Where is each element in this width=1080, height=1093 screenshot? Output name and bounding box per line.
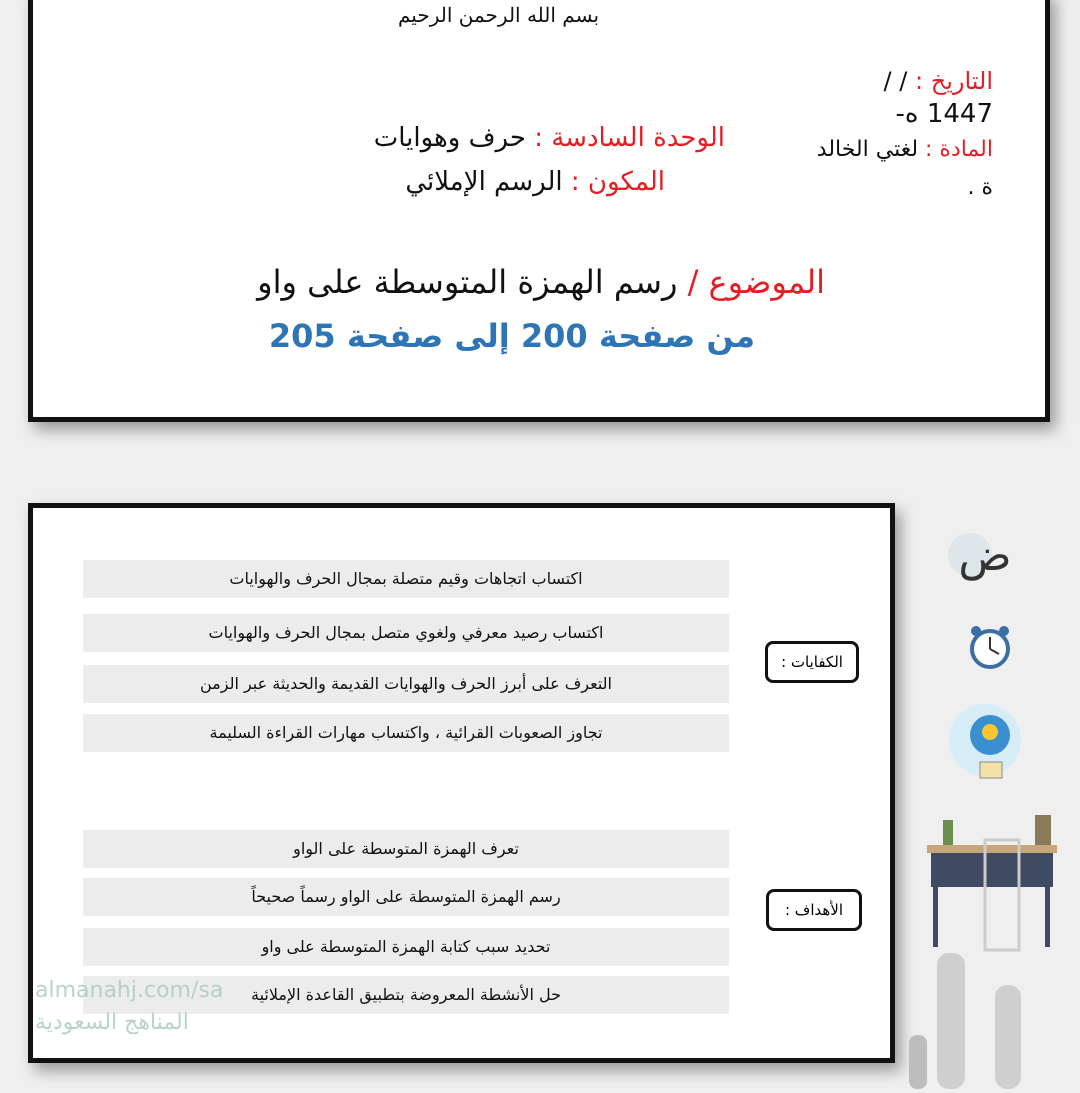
component-line xyxy=(405,167,665,197)
decorative-stripes-icon xyxy=(905,945,1045,1093)
goal-item: تحديد سبب كتابة الهمزة المتوسطة على واو xyxy=(83,928,729,966)
goals-label: الأهداف : xyxy=(766,889,862,931)
topic-value: رسم الهمزة المتوسطة على واو xyxy=(257,263,678,301)
subject-value: لغتي الخالد xyxy=(816,137,919,162)
subject-cont: ة . xyxy=(967,175,993,200)
goal-item: حل الأنشطة المعروضة بتطبيق القاعدة الإملائية xyxy=(83,976,729,1014)
date-line xyxy=(884,67,993,95)
component-value: الرسم الإملائي xyxy=(405,167,563,197)
desk-illustration-icon xyxy=(925,800,1060,964)
basmala: بسم الله الرحمن الرحيم xyxy=(398,3,600,27)
title-card xyxy=(28,0,1050,422)
unit-line xyxy=(374,123,725,153)
subject-label: المادة : xyxy=(925,137,993,162)
objectives-card xyxy=(28,503,895,1063)
competencies-label: الكفايات : xyxy=(765,641,859,683)
competency-item: تجاوز الصعوبات القرائية ، واكتساب مهارات القراءة السليمة xyxy=(83,714,729,752)
competency-item: التعرف على أبرز الحرف والهوايات القديمة والحديثة عبر الزمن xyxy=(83,665,729,703)
competency-item: اكتساب رصيد معرفي ولغوي متصل بمجال الحرف والهوايات xyxy=(83,614,729,652)
svg-text:ض: ض xyxy=(958,530,1012,581)
unit-value: حرف وهوايات xyxy=(373,123,526,153)
subject-line xyxy=(817,137,993,162)
goal-item: رسم الهمزة المتوسطة على الواو رسماً صحيحاً xyxy=(83,878,729,916)
date-label: التاريخ : xyxy=(914,67,993,95)
component-label: المكون : xyxy=(570,167,665,197)
idea-head-icon xyxy=(940,700,1030,789)
date-value: / / xyxy=(883,67,908,95)
pages-range: من صفحة 200 إلى صفحة 205 xyxy=(268,317,755,355)
goal-item: تعرف الهمزة المتوسطة على الواو xyxy=(83,830,729,868)
watermark-url: almanahj.com/sa xyxy=(35,978,224,1003)
letter-dad-icon xyxy=(940,525,1030,585)
competency-item: اكتساب اتجاهات وقيم متصلة بمجال الحرف والهوايات xyxy=(83,560,729,598)
watermark-name: المناهج السعودية xyxy=(35,1010,189,1035)
alarm-clock-icon xyxy=(965,622,1015,676)
hijri-year: 1447 ه- xyxy=(895,99,993,129)
unit-label: الوحدة السادسة : xyxy=(534,123,725,153)
topic-label: الموضوع / xyxy=(687,263,825,301)
topic-line xyxy=(257,263,825,301)
